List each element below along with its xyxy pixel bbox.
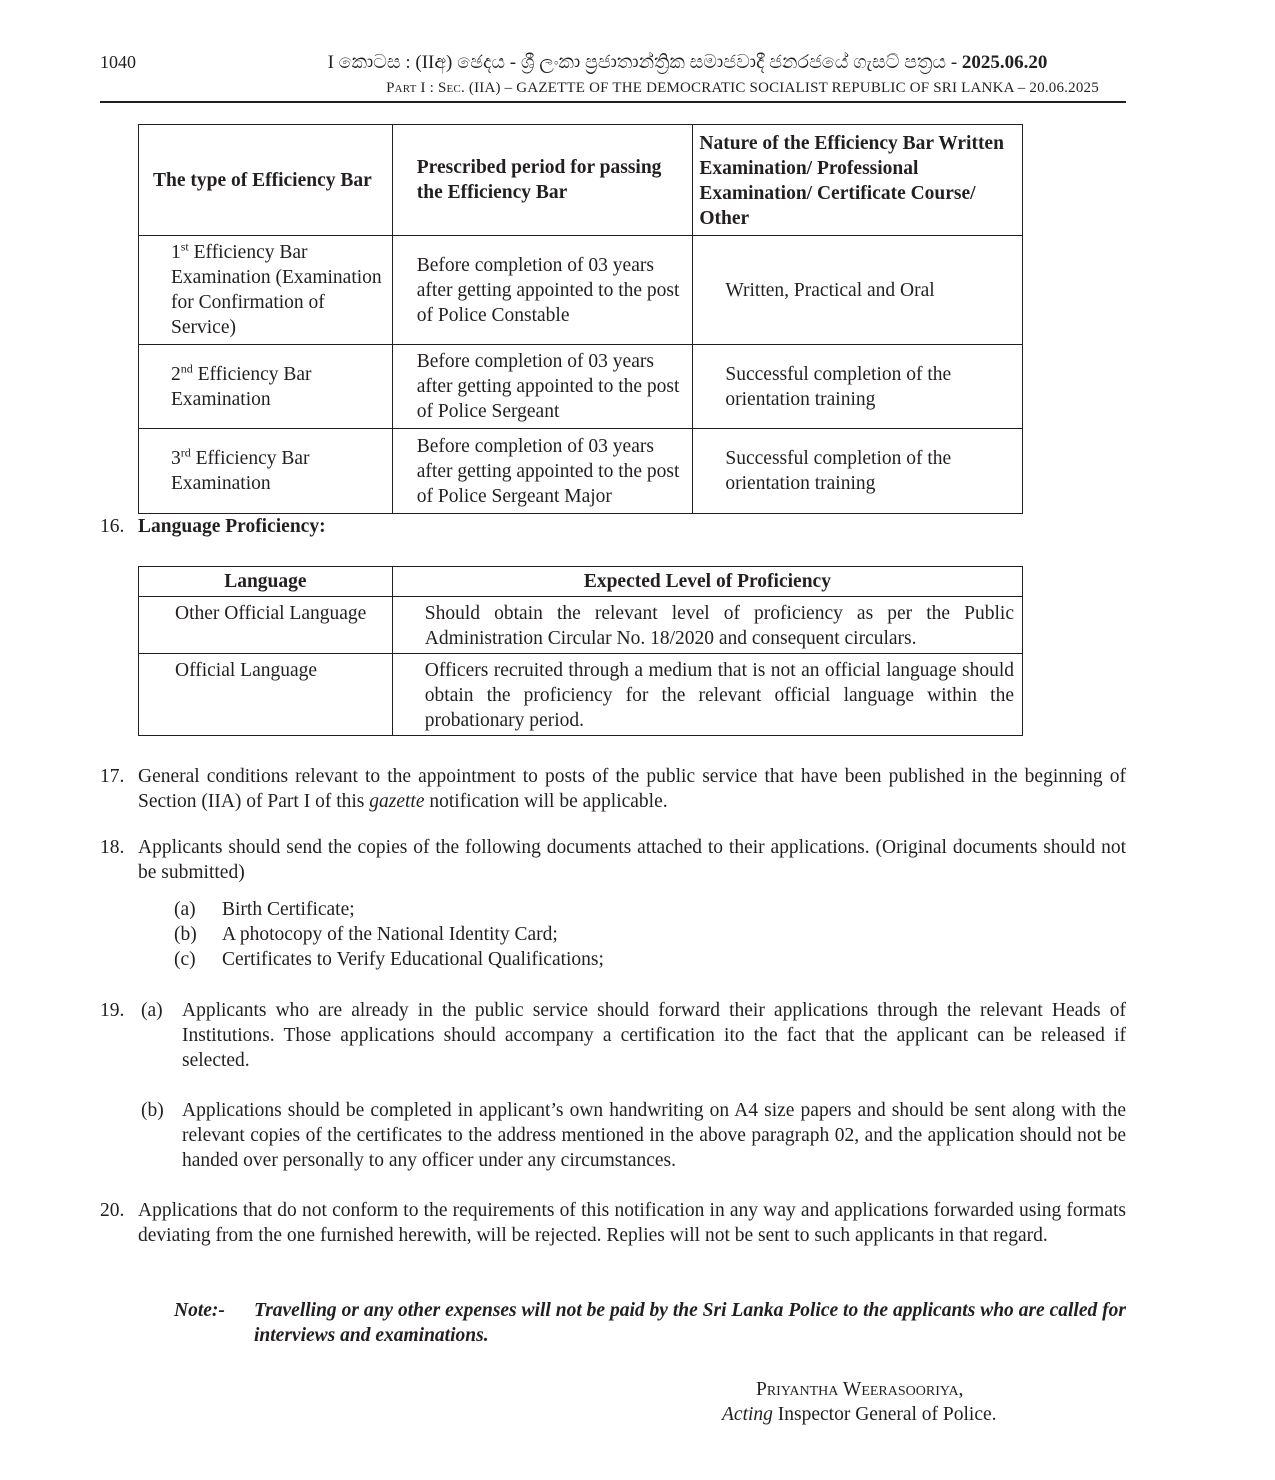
sinhala-title: I කොටස : (IIඅ) ඡෙදය - ශ්‍රී ලංකා ප්‍රජාතාන්ත්‍රික සමාජවාදී ජනරජයේ ගැසට් පත්‍රය - xyxy=(327,52,958,73)
signatory-name: Priyantha Weerasooriya, xyxy=(756,1379,964,1400)
column-header: Prescribed period for passing the Efficiency Bar xyxy=(392,125,693,236)
nature-cell: Successful completion of the orientation training xyxy=(693,429,1023,514)
list-item: (a) Birth Certificate; xyxy=(174,899,355,920)
section-20 xyxy=(100,1198,1126,1248)
column-header: Expected Level of Proficiency xyxy=(392,567,1022,597)
column-header: The type of Efficiency Bar xyxy=(139,125,393,236)
subsection-label: (b) xyxy=(141,1100,164,1121)
nature-cell: Successful completion of the orientation training xyxy=(693,345,1023,429)
english-header: Part I : Sec. (IIA) – GAZETTE OF THE DEMOCRATIC SOCIALIST REPUBLIC OF SRI LANKA – 20.06.2025 xyxy=(386,80,1099,96)
signatory-title: Acting Inspector General of Police. xyxy=(722,1404,997,1425)
efficiency-bar-table xyxy=(138,124,1023,514)
language-cell: Other Official Language xyxy=(139,597,393,654)
section-16-number: 16. xyxy=(100,516,125,537)
language-proficiency-table xyxy=(138,566,1023,736)
table-row xyxy=(139,597,1023,654)
section-19b xyxy=(100,1098,1126,1173)
section-16-heading: Language Proficiency: xyxy=(138,516,326,537)
table-header-row xyxy=(139,125,1023,236)
section-17 xyxy=(100,764,1126,814)
section-number: 19. xyxy=(100,1000,125,1021)
section-18 xyxy=(100,835,1126,885)
period-cell: Before completion of 03 years after getting appointed to the post of Police Constable xyxy=(392,236,693,345)
table-row xyxy=(139,429,1023,514)
table-row xyxy=(139,236,1023,345)
table-row xyxy=(139,345,1023,429)
language-cell: Official Language xyxy=(139,654,393,736)
note-label: Note:- xyxy=(174,1300,225,1321)
note xyxy=(174,1298,1126,1348)
section-number: 17. xyxy=(100,766,125,787)
sinhala-header xyxy=(0,50,1275,75)
section-19a-text: Applicants who are already in the public service should forward their applications through the relevant Heads of Institutions. Those applications should accompany a certification ito the fact that the applicant can be released if selected. xyxy=(182,1000,1126,1071)
section-number: 20. xyxy=(100,1200,125,1221)
table-row xyxy=(139,654,1023,736)
column-header: Language xyxy=(139,567,393,597)
efficiency-type-cell: 3rd Efficiency Bar Examination xyxy=(139,429,393,514)
efficiency-type-cell: 1st Efficiency Bar Examination (Examination for Confirmation of Service) xyxy=(139,236,393,345)
list-item: (b) A photocopy of the National Identity Card; xyxy=(174,924,558,945)
efficiency-type-cell: 2nd Efficiency Bar Examination xyxy=(139,345,393,429)
document-list xyxy=(174,897,774,972)
nature-cell: Written, Practical and Oral xyxy=(693,236,1023,345)
subsection-label: (a) xyxy=(141,1000,163,1021)
note-text: Travelling or any other expenses will not be paid by the Sri Lanka Police to the applicants who are called for interviews and examinations. xyxy=(254,1300,1126,1346)
section-number: 18. xyxy=(100,837,125,858)
list-item: (c) Certificates to Verify Educational Qualifications; xyxy=(174,949,604,970)
proficiency-cell: Officers recruited through a medium that is not an official language should obtain the proficiency for the relevant official language within the probationary period. xyxy=(392,654,1022,736)
page-number: 1040 xyxy=(100,52,136,72)
section-19a xyxy=(100,998,1126,1073)
period-cell: Before completion of 03 years after getting appointed to the post of Police Sergeant xyxy=(392,345,693,429)
section-18-text: Applicants should send the copies of the following documents attached to their applications. (Original documents should not be submitted) xyxy=(138,837,1126,883)
proficiency-cell: Should obtain the relevant level of proficiency as per the Public Administration Circular No. 18/2020 and consequent circulars. xyxy=(392,597,1022,654)
header-divider xyxy=(100,101,1126,103)
period-cell: Before completion of 03 years after getting appointed to the post of Police Sergeant Major xyxy=(392,429,693,514)
sinhala-date: 2025.06.20 xyxy=(961,52,1048,73)
column-header: Nature of the Efficiency Bar Written Examination/ Professional Examination/ Certificate Course/ Other xyxy=(693,125,1023,236)
section-19b-text: Applications should be completed in applicant’s own handwriting on A4 size papers and should be sent along with the relevant copies of the certificates to the address mentioned in the above paragraph 02, and the application should not be handed over personally to any officer under any circumstances. xyxy=(182,1100,1126,1171)
table-header-row xyxy=(139,567,1023,597)
section-17-text: General conditions relevant to the appointment to posts of the public service that have been published in the beginning of Section (IIA) of Part I of this gazette notification will be applicable. xyxy=(138,766,1126,812)
section-20-text: Applications that do not conform to the requirements of this notification in any way and applications forwarded using formats deviating from the one furnished herewith, will be rejected. Replies will not be sent to such applicants in that regard. xyxy=(138,1200,1126,1246)
